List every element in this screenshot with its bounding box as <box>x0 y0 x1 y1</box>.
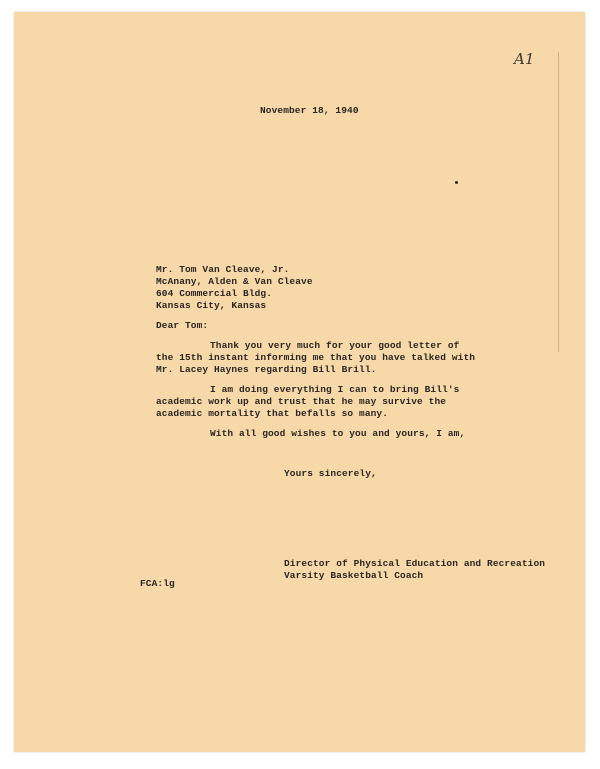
signature-title-1: Director of Physical Education and Recreation <box>284 558 546 569</box>
address-line-2: McAnany, Alden & Van Cleave <box>156 276 313 287</box>
paragraph-3: With all good wishes to you and yours, I am, <box>210 428 466 439</box>
address-line-1: Mr. Tom Van Cleave, Jr. <box>156 264 290 275</box>
closing: Yours sincerely, <box>284 468 377 479</box>
pencil-annotation: A1 <box>514 50 535 68</box>
paragraph-2-line-3: academic mortality that befalls so many. <box>156 408 389 419</box>
signature-title-2: Varsity Basketball Coach <box>284 570 424 581</box>
letter-sheet <box>14 12 585 752</box>
paragraph-1-line-1: Thank you very much for your good letter of <box>210 340 460 351</box>
paragraph-1-line-2: the 15th instant informing me that you have talked with <box>156 352 476 363</box>
typist-initials: FCA:lg <box>140 578 175 589</box>
paragraph-2-line-2: academic work up and trust that he may survive the <box>156 396 447 407</box>
letter-date: November 18, 1940 <box>260 105 359 116</box>
address-line-4: Kansas City, Kansas <box>156 300 267 311</box>
letter-body <box>14 12 585 752</box>
address-line-3: 604 Commercial Bldg. <box>156 288 273 299</box>
paragraph-1-line-3: Mr. Lacey Haynes regarding Bill Brill. <box>156 364 377 375</box>
salutation: Dear Tom: <box>156 320 209 331</box>
paragraph-2-line-1: I am doing everything I can to bring Bill's <box>210 384 460 395</box>
